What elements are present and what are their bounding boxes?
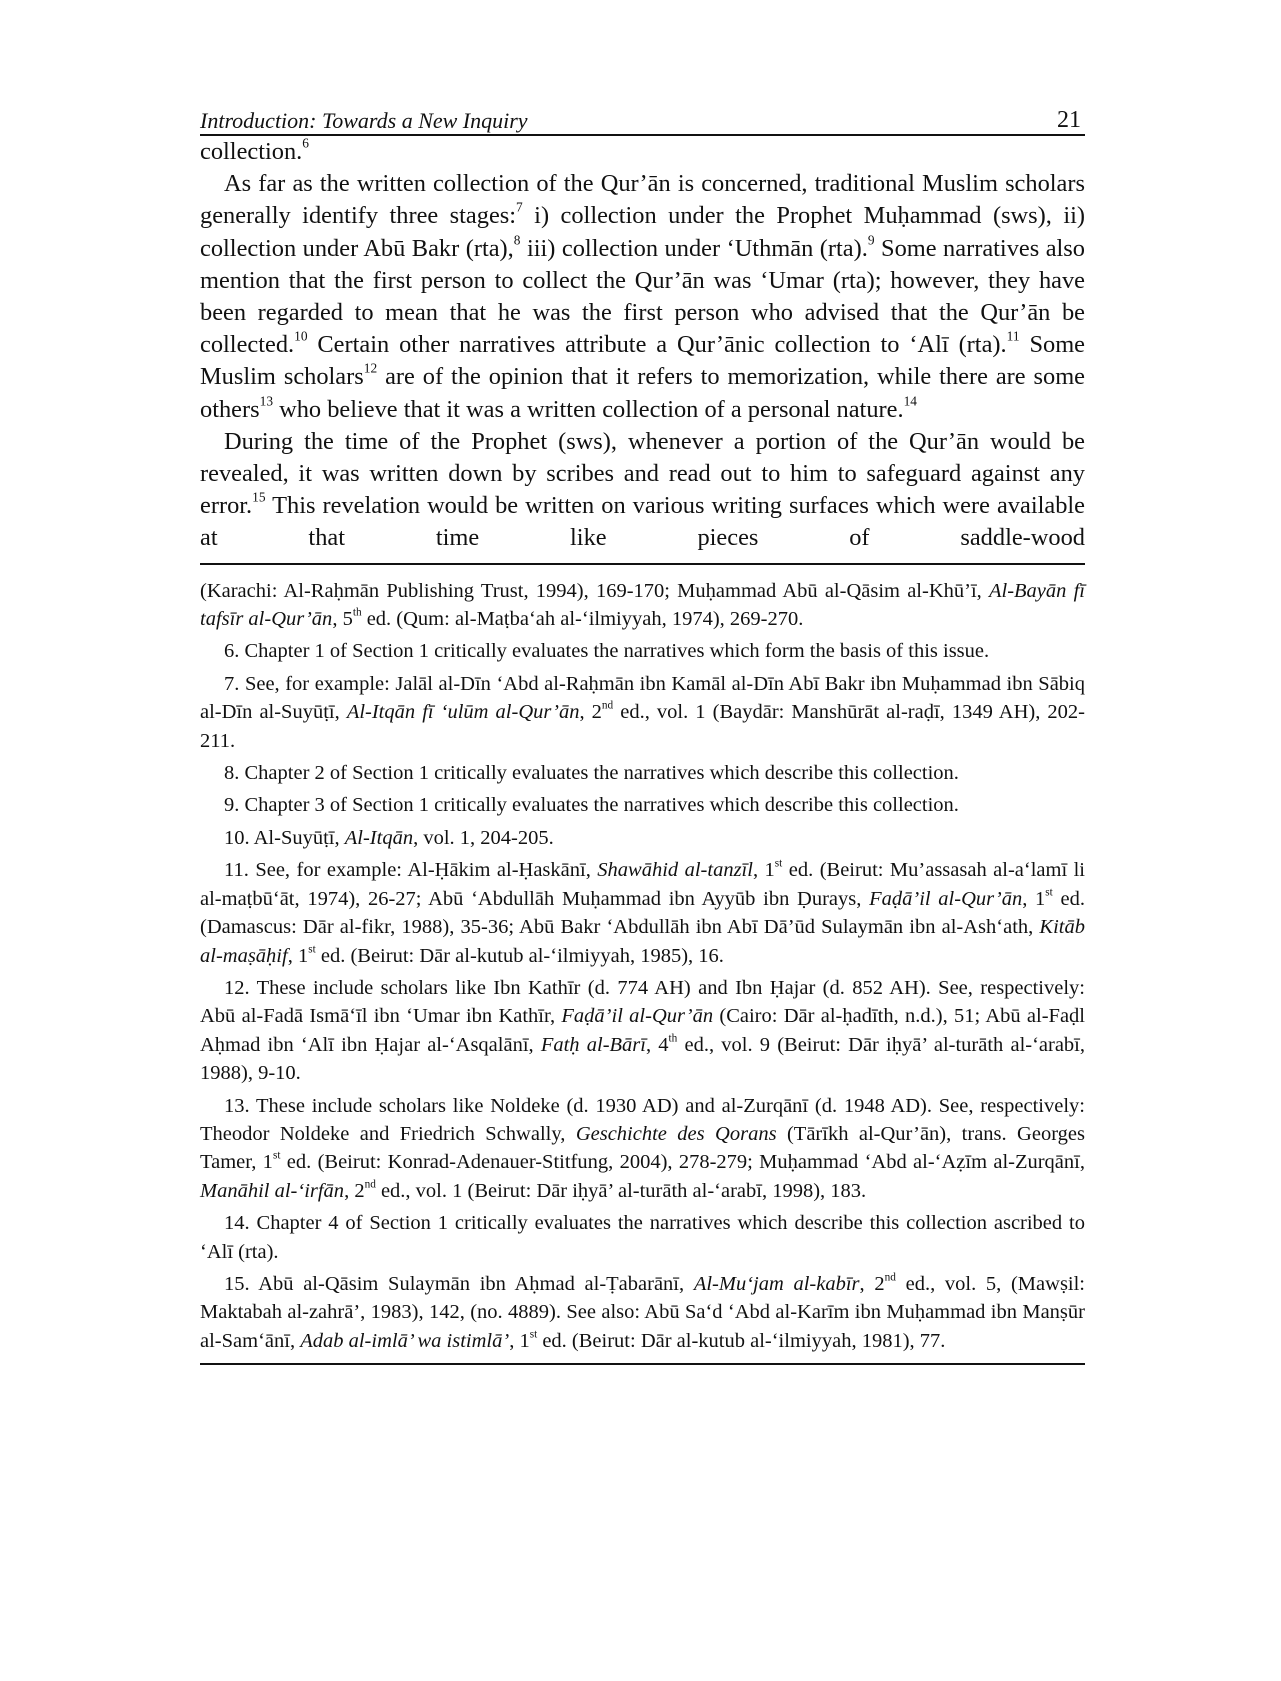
book-title: Fatḥ al-Bārī <box>540 1033 646 1056</box>
footnote-12 <box>200 974 1085 1088</box>
book-title: Faḍā’il al-Qur’ān <box>869 887 1023 910</box>
bottom-divider <box>200 1363 1085 1365</box>
book-title: Al-Mu‘jam al-kabīr <box>693 1272 860 1295</box>
footnote-7 <box>200 670 1085 755</box>
text-span: 13. These include scholars like Noldeke (d. 1930 AD) and al-Zurqānī (d. 1948 AD). See, respectively: Theodor Noldeke and Friedrich Schwally, <box>200 1094 1085 1145</box>
footnote-ref: 10 <box>294 328 308 344</box>
text-span: iii) collection under ‘Uthmān (rta). <box>520 234 868 262</box>
footnote-ref: 15 <box>252 489 266 505</box>
text-span: ed., vol. 9 (Beirut: Dār iḥyā’ al-turāth al-‘arabī, 1988), 9-10. <box>200 1033 1086 1085</box>
text-span: Certain other narratives attribute a Qur’ānic collection to ‘Alī (rta). <box>307 331 1007 359</box>
text-span: 12. These include scholars like Ibn Kathīr (d. 774 AH) and Ibn Ḥajar (d. 852 AH). See, respectively: Abū al-Fadā Ismā‘īl ibn ‘Umar ibn Kathīr, <box>200 976 1085 1028</box>
book-title: Faḍā’il al-Qur’ān <box>561 1005 714 1028</box>
footnotes <box>200 577 1085 1356</box>
text-span: , 2 <box>579 701 602 724</box>
page-number: 21 <box>1057 107 1081 133</box>
text-span: This revelation would be written on various writing surfaces which were available at that time like pieces of saddle-wood <box>200 492 1085 552</box>
text-span: , 4 <box>645 1033 669 1056</box>
text-span: 7. See, for example: Jalāl al-Dīn ‘Abd al-Raḥmān ibn Kamāl al-Dīn Abī Bakr ibn Muḥammad ibn Sābiq al-Dīn al-Suyūṭī, <box>200 672 1085 724</box>
text-span: As far as the written collection of the Qur’ān is concerned, traditional Muslim scholars generally identify three stages: <box>200 170 1085 230</box>
text-span: ed. (Damascus: Dār al-fikr, 1988), 35-36; Abū Bakr ‘Abdullāh ibn Abī Dā’ūd Sulaymān ibn al-Ash‘ath, <box>200 887 1085 939</box>
footnote-continuation <box>200 577 1085 634</box>
ordinal-suffix: nd <box>364 1178 376 1191</box>
footnote-10 <box>200 824 1085 852</box>
footnote-9: 9. Chapter 3 of Section 1 critically evaluates the narratives which describe this collection. <box>224 794 959 817</box>
text-span: Some narratives also mention that the first person to collect the Qur’ān was ‘Umar (rta); however, they have been regarded to mean that he was the first person who advised that the Qur’ān be collected. <box>200 234 1085 359</box>
ordinal-suffix: st <box>774 857 783 870</box>
text-span: 10. Al-Suyūṭī, <box>224 826 345 849</box>
text-span: ed., vol. 5, (Mawṣil: Maktabah al-zahrā’, 1983), 142, (no. 4889). See also: Abū Sa‘d ‘Abd al-Karīm ibn Muḥammad ibn Manṣūr al-Sam‘ānī, <box>200 1272 1086 1352</box>
book-title: Shawāhid al-tanzīl <box>597 859 753 882</box>
footnote-13 <box>200 1092 1085 1206</box>
text-span: ed., vol. 1 (Baydār: Manshūrāt al-raḍī, 1349 AH), 202-211. <box>200 701 1085 752</box>
footnote-ref: 13 <box>259 393 274 409</box>
ordinal-suffix: th <box>352 606 362 619</box>
book-title: Adab al-imlā’ wa istimlā’ <box>300 1329 510 1352</box>
ordinal-suffix: st <box>272 1149 281 1162</box>
paragraph <box>200 426 1085 555</box>
text-span: (Karachi: Al-Raḥmān Publishing Trust, 1994), 169-170; Muḥammad Abū al-Qāsim al-Khū’ī, <box>200 579 989 602</box>
text-span: collection. <box>200 138 303 165</box>
footnote-ref: 12 <box>363 361 378 377</box>
text-span: , 1 <box>752 859 775 882</box>
ordinal-suffix: st <box>529 1328 538 1341</box>
book-title: Geschichte des Qorans <box>575 1122 777 1145</box>
footnote-ref: 11 <box>1006 328 1020 344</box>
text-span: , 2 <box>859 1272 885 1295</box>
book-title: Al-Itqān <box>344 826 414 849</box>
paragraph <box>200 168 1085 426</box>
text-span: (Tārīkh al-Qur’ān), trans. Georges Tamer, 1 <box>200 1122 1085 1174</box>
text-span: who believe that it was a written collection of a personal nature. <box>273 395 904 423</box>
text-span: , 1 <box>287 944 309 967</box>
footnote-ref: 6 <box>302 135 309 151</box>
main-text <box>200 136 1085 555</box>
ordinal-suffix: st <box>1045 886 1053 899</box>
text-span: , 5 <box>332 608 353 631</box>
book-title: Al-Bayān fī tafsīr al-Qur’ān <box>200 579 1086 631</box>
footnote-divider <box>200 563 1085 565</box>
text-span: ed. (Beirut: Mu’assasah al-a‘lamī li al-maṭbū‘āt, 1974), 26-27; Abū ‘Abdullāh Muḥammad ibn Ayyūb ibn Ḍurays, <box>200 859 1085 910</box>
footnote-ref: 9 <box>867 232 875 248</box>
footnote-14: 14. Chapter 4 of Section 1 critically evaluates the narratives which describe this collection ascribed to ‘Alī (rta). <box>200 1212 1085 1263</box>
footnote-11 <box>200 856 1085 970</box>
footnote-ref: 8 <box>513 232 521 248</box>
text-span: ed. (Beirut: Konrad-Adenauer-Stitfung, 2004), 278-279; Muḥammad ‘Abd al-‘Aẓīm al-Zurqānī, <box>280 1151 1085 1174</box>
text-span: , 1 <box>509 1329 530 1352</box>
text-span: , 1 <box>1022 887 1046 910</box>
text-span: (Cairo: Dār al-ḥadīth, n.d.), 51; Abū al-Faḍl Aḥmad ibn ‘Alī ibn Ḥajar al-‘Asqalānī, <box>200 1005 1085 1056</box>
ordinal-suffix: nd <box>884 1271 896 1284</box>
text-span: Some Muslim scholars <box>200 331 1086 391</box>
book-title: Manāhil al-‘irfān <box>200 1179 345 1202</box>
text-span: ed., vol. 1 (Beirut: Dār iḥyā’ al-turāth al-‘arabī, 1998), 183. <box>375 1179 867 1202</box>
ordinal-suffix: nd <box>601 699 614 712</box>
running-header <box>200 100 1085 136</box>
ordinal-suffix: st <box>308 942 316 955</box>
footnote-ref: 14 <box>903 393 917 409</box>
footnote-6: 6. Chapter 1 of Section 1 critically evaluates the narratives which form the basis of this issue. <box>224 640 990 663</box>
text-span: i) collection under the Prophet Muḥammad (sws), ii) collection under Abū Bakr (rta), <box>200 202 1085 262</box>
book-page <box>200 100 1085 1365</box>
text-span: , vol. 1, 204-205. <box>413 826 554 849</box>
running-title: Introduction: Towards a New Inquiry <box>200 108 528 133</box>
text-span: 11. See, for example: Al-Ḥākim al-Ḥaskānī, <box>224 859 598 882</box>
ordinal-suffix: th <box>668 1032 678 1045</box>
text-span: , 2 <box>344 1179 365 1202</box>
footnote-15 <box>200 1270 1085 1355</box>
book-title: Al-Itqān fī ‘ulūm al-Qur’ān <box>346 701 580 724</box>
text-span: 15. Abū al-Qāsim Sulaymān ibn Aḥmad al-Ṭabarānī, <box>224 1272 694 1295</box>
text-span: ed. (Beirut: Dār al-kutub al-‘ilmiyyah, 1981), 77. <box>537 1329 946 1352</box>
paragraph-continuation <box>200 136 1085 168</box>
footnote-ref: 7 <box>516 200 523 215</box>
text-span: ed. (Beirut: Dār al-kutub al-‘ilmiyyah, 1985), 16. <box>315 944 724 967</box>
text-span: During the time of the Prophet (sws), whenever a portion of the Qur’ān would be revealed, it was written down by scribes and read out to him to safeguard against any error. <box>200 427 1085 520</box>
text-span: are of the opinion that it refers to memorization, while there are some others <box>200 363 1086 423</box>
book-title: Kitāb al-maṣāḥif <box>200 916 1085 967</box>
text-span: ed. (Qum: al-Maṭba‘ah al-‘ilmiyyah, 1974), 269-270. <box>361 608 804 631</box>
footnote-8: 8. Chapter 2 of Section 1 critically evaluates the narratives which describe this collection. <box>224 762 959 785</box>
